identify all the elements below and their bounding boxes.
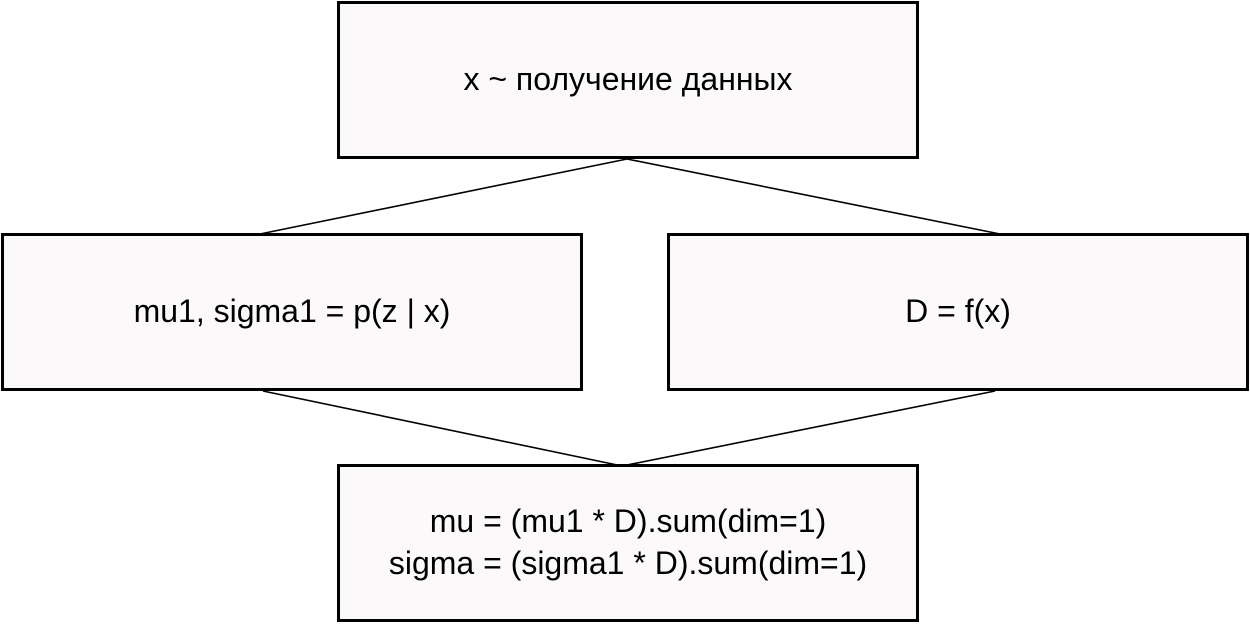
edge-top-to-right xyxy=(627,159,1000,234)
node-aggregation-sigma-line: sigma = (sigma1 * D).sum(dim=1) xyxy=(388,545,868,581)
node-aggregation xyxy=(337,464,919,622)
node-weights xyxy=(667,233,1249,391)
node-aggregation-mu-line: mu = (mu1 * D).sum(dim=1) xyxy=(429,503,827,540)
node-data-input-label: x ~ получение данных xyxy=(463,61,793,98)
edge-left-to-bottom xyxy=(263,391,622,466)
node-encoder-label: mu1, sigma1 = p(z | x) xyxy=(133,293,451,330)
node-encoder xyxy=(1,233,583,391)
edge-top-to-left xyxy=(260,159,627,234)
edge-right-to-bottom xyxy=(622,391,995,466)
node-data-input xyxy=(337,1,919,159)
node-weights-label: D = f(x) xyxy=(905,293,1011,330)
